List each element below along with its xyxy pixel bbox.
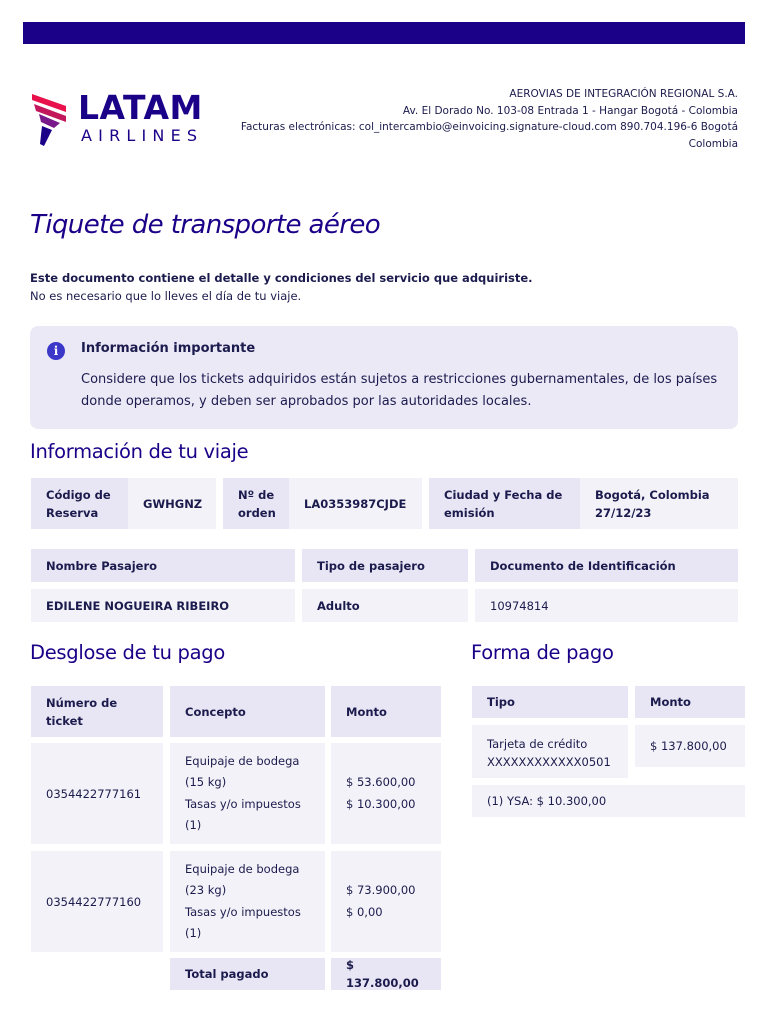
concept-line: Equipaje de bodega xyxy=(185,861,300,876)
notice-title: Información importante xyxy=(81,341,256,356)
trip-section-title: Información de tu viaje xyxy=(30,440,249,463)
passenger-type: Adulto xyxy=(302,589,468,622)
tax-note: (1) YSA: $ 10.300,00 xyxy=(472,785,745,817)
payment-type-header: Tipo xyxy=(472,686,628,718)
company-invoice-line: Facturas electrónicas: col_intercambio@einvoicing.signature-cloud.com 890.704.196-6 Bogotá xyxy=(240,121,738,133)
latam-logo xyxy=(30,90,225,150)
concept-line: (1) xyxy=(185,926,202,940)
concept-line: Tasas y/o impuestos xyxy=(185,904,301,919)
payment-amount-header: Monto xyxy=(635,686,745,718)
table-row-concept xyxy=(170,743,325,844)
total-value: $ 137.800,00 xyxy=(331,958,441,990)
concept-header: Concepto xyxy=(170,686,325,737)
issue-date: 27/12/23 xyxy=(595,505,652,520)
table-row-ticket: 0354422777160 xyxy=(31,851,163,952)
top-color-bar xyxy=(23,22,745,44)
order-label: Nº de orden xyxy=(223,478,289,529)
concept-line: (15 kg) xyxy=(185,775,227,789)
concept-line: (1) xyxy=(185,818,202,832)
amount-line: $ 53.600,00 xyxy=(346,775,416,789)
concept-line: Equipaje de bodega xyxy=(185,753,300,768)
table-row-ticket: 0354422777161 xyxy=(31,743,163,844)
passenger-type-header: Tipo de pasajero xyxy=(302,549,468,582)
amount-line: $ 10.300,00 xyxy=(346,796,416,811)
order-value: LA0353987CJDE xyxy=(289,478,422,529)
amount-line: $ 0,00 xyxy=(346,904,383,919)
table-row-amount xyxy=(331,851,441,952)
table-row-amount xyxy=(331,743,441,844)
passenger-name: EDILENE NOGUEIRA RIBEIRO xyxy=(31,589,295,622)
amount-line: $ 73.900,00 xyxy=(346,883,416,897)
company-name: AEROVIAS DE INTEGRACIÓN REGIONAL S.A. xyxy=(509,88,738,100)
important-notice xyxy=(30,326,738,429)
latam-logo-icon xyxy=(30,92,70,148)
payment-amount: $ 137.800,00 xyxy=(635,725,745,767)
breakdown-section-title: Desglose de tu pago xyxy=(30,641,225,664)
ticket-number-header: Número de ticket xyxy=(31,686,163,737)
intro-text xyxy=(30,269,533,305)
passenger-name-header: Nombre Pasajero xyxy=(31,549,295,582)
company-info xyxy=(218,86,738,152)
concept-line: (23 kg) xyxy=(185,883,227,897)
company-invoice-country: Colombia xyxy=(688,137,738,150)
notice-text: Considere que los tickets adquiridos están sujetos a restricciones gubernamentales, de los países donde operamos, y deben ser aprobados por las autoridades locales. xyxy=(81,372,718,409)
issue-value xyxy=(580,478,738,529)
payment-card-number: XXXXXXXXXXXX0501 xyxy=(487,755,611,769)
company-address: Av. El Dorado No. 103-08 Entrada 1 - Hangar Bogotá - Colombia xyxy=(402,104,738,117)
page-title: Tiquete de transporte aéreo xyxy=(30,210,381,240)
reservation-value: GWHGNZ xyxy=(128,478,216,529)
concept-line: Tasas y/o impuestos xyxy=(185,796,301,811)
issue-city: Bogotá, Colombia xyxy=(595,487,710,502)
amount-header: Monto xyxy=(331,686,441,737)
payment-section-title: Forma de pago xyxy=(471,641,614,664)
logo-subtitle: AIRLINES xyxy=(81,126,204,145)
payment-method-type: Tarjeta de crédito xyxy=(487,737,588,751)
intro-normal: No es necesario que lo lleves el día de tu viaje. xyxy=(30,289,302,303)
info-icon: i xyxy=(47,342,65,360)
passenger-document-header: Documento de Identificación xyxy=(475,549,738,582)
total-label: Total pagado xyxy=(170,958,325,990)
issue-label: Ciudad y Fecha de emisión xyxy=(429,478,580,529)
logo-wordmark: LATAM xyxy=(78,88,203,127)
payment-method xyxy=(472,725,628,778)
table-row-concept xyxy=(170,851,325,952)
reservation-label: Código de Reserva xyxy=(31,478,128,529)
intro-bold: Este documento contiene el detalle y condiciones del servicio que adquiriste. xyxy=(30,271,533,285)
passenger-document: 10974814 xyxy=(475,589,738,622)
